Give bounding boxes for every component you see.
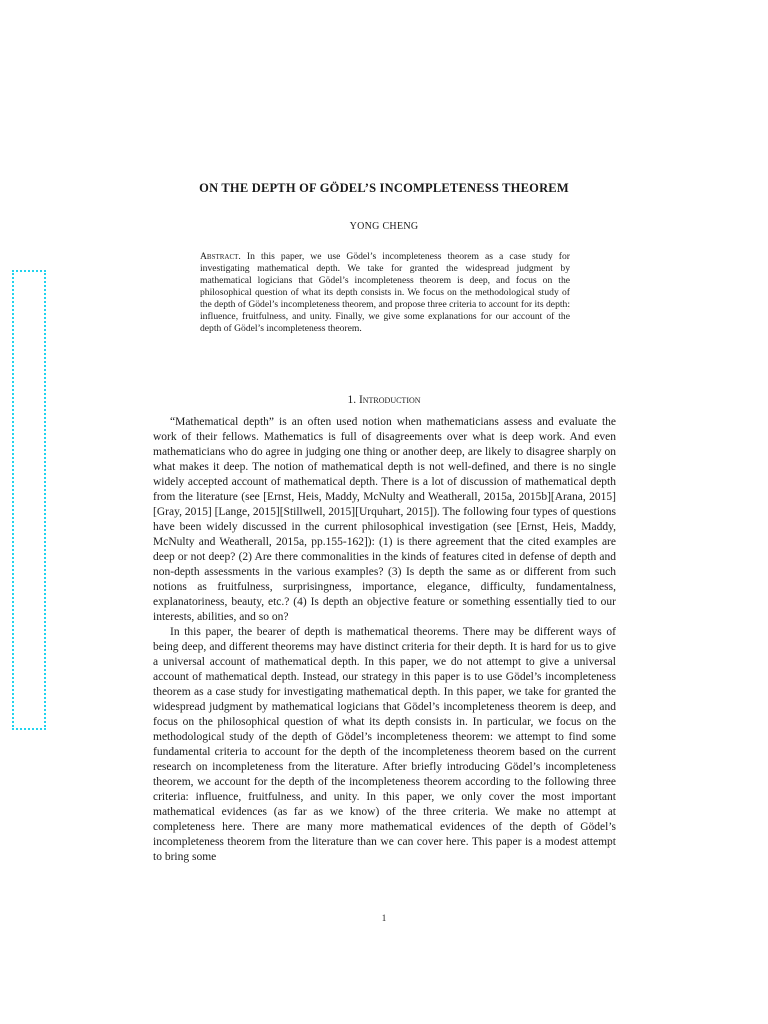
paper-author: YONG CHENG [349, 221, 419, 232]
abstract-label: Abstract. [200, 251, 241, 262]
paper-title: ON THE DEPTH OF GÖDEL’S INCOMPLETENESS THEOREM [199, 181, 569, 195]
section-number: 1. [347, 394, 357, 406]
body-text [153, 415, 616, 865]
section-heading [0, 394, 768, 406]
abstract-text: In this paper, we use Gödel’s incompleteness theorem as a case study for investigating mathematical depth. We take for granted the widespread judgment by mathematical logicians that Gödel’s incompleteness theorem is deep, and focus on the philosophical question of what its depth consists in. We focus on the methodological study of the depth of Gödel’s incompleteness theorem, and propose three criteria to account for its depth: influence, fruitfulness, and unity. Finally, we give some explanations for our account of the depth of Gödel’s incompleteness theorem. [200, 251, 570, 334]
paragraph: In this paper, the bearer of depth is mathematical theorems. There may be different ways of being deep, and different theorems may have distinct criteria for their depth. It is hard for us to give a universal account of mathematical depth. In this paper, we do not attempt to give a universal account of mathematical depth. Instead, our strategy in this paper is to use Gödel’s incompleteness theorem as a case study for investigating mathematical depth. In this paper, we take for granted the widespread judgment by mathematical logicians that Gödel’s incompleteness theorem is deep, and focus on the philosophical question of what its depth consists in. In particular, we focus on the methodological study of the depth of Gödel’s incompleteness theorem: we attempt to find some fundamental criteria to account for the depth of the incompleteness theorem based on the current research on incompleteness from the literature. After briefly introducing Gödel’s incompleteness theorem, we account for the depth of the incompleteness theorem according to the following three criteria: influence, fruitfulness, and unity. In this paper, we only cover the most important mathematical evidences (as far as we know) of the three criteria. We make no attempt at completeness here. There are many more mathematical evidences of the depth of Gödel’s incompleteness theorem from the literature than we can cover here. This paper is a modest attempt to bring some [153, 626, 616, 864]
page-number: 1 [381, 913, 387, 923]
paragraph: “Mathematical depth” is an often used notion when mathematicians assess and evaluate the work of their fellows. Mathematics is full of disagreements over what is deep work. And even mathematicians who do agree in judging one thing or another deep, are likely to disagree sharply on what makes it deep. The notion of mathematical depth is not well-defined, and there is no single widely accepted account of mathematical depth. There is a lot of discussion of mathematical depth from the literature (see [Ernst, Heis, Maddy, McNulty and Weatherall, 2015a, 2015b][Arana, 2015] [Gray, 2015] [Lange, 2015][Stillwell, 2015][Urquhart, 2015]). The following four types of questions have been widely discussed in the current philosophical investigation (see [Ernst, Heis, Maddy, McNulty and Weatherall, 2015a, pp.155-162]): (1) is there agreement that the cited examples are deep or not deep? (2) Are there commonalities in the kinds of features cited in defense of depth and non-depth assessments in the various examples? (3) Is depth the same as or different from such notions as fruitfulness, surprisingness, importance, elegance, difficulty, fundamentalness, explanatoriness, beauty, etc.? (4) Is depth an objective feature or something essentially tied to our interests, abilities, and so on? [153, 416, 616, 624]
abstract [200, 251, 570, 335]
section-title: Introduction [358, 394, 421, 406]
margin-stamp-box [12, 270, 46, 730]
